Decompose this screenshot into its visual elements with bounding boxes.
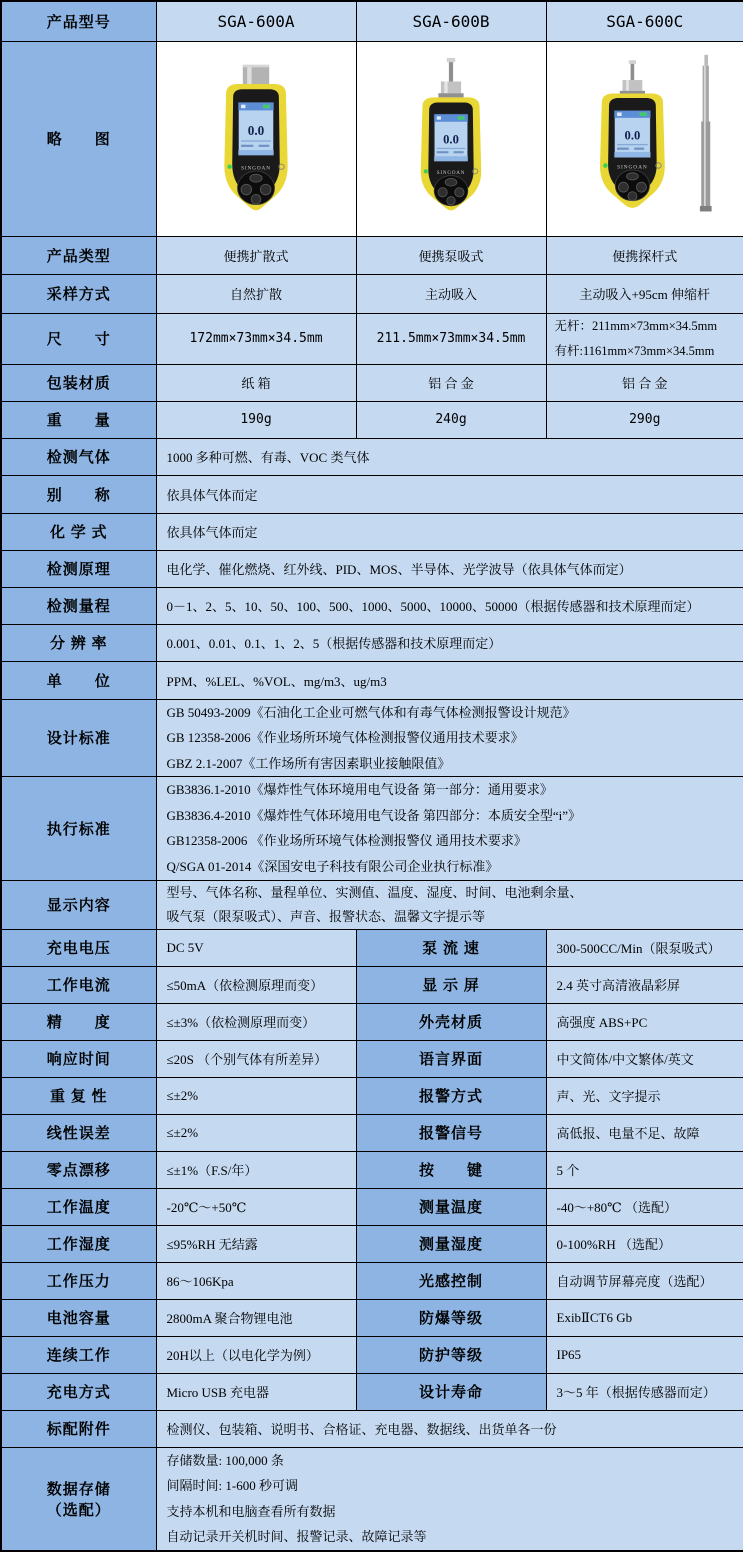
value-sampling-a: 自然扩散: [156, 274, 356, 313]
table-row: [1, 929, 743, 966]
right-button: [260, 184, 271, 195]
value-shell-material: 高强度 ABS+PC: [546, 1003, 743, 1040]
label-packaging: 包装材质: [1, 364, 156, 401]
value-linearity-error: ≤±2%: [156, 1114, 356, 1151]
table-row-header: [1, 1, 743, 41]
value-product-type-a: 便携扩散式: [156, 236, 356, 274]
label-product-model: 产品型号: [1, 1, 156, 41]
value-dimensions-c: [546, 313, 743, 364]
table-row: [1, 661, 743, 699]
value-repeatability: ≤±2%: [156, 1077, 356, 1114]
label-working-temp: 工作温度: [1, 1188, 156, 1225]
label-display-content: 显示内容: [1, 880, 156, 929]
value-charge-voltage: DC 5V: [156, 929, 356, 966]
value-detect-gas: 1000 多种可燃、有毒、VOC 类气体: [156, 438, 743, 475]
menu-button: [445, 178, 457, 186]
label-linearity-error: 线性误差: [1, 1114, 156, 1151]
left-button: [618, 182, 628, 192]
enter-button: [251, 194, 261, 204]
label-resolution: 分 辨 率: [1, 624, 156, 661]
label-design-standard: 设计标准: [1, 699, 156, 777]
label-keys: 按 键: [356, 1151, 546, 1188]
table-row: [1, 1151, 743, 1188]
label-light-control: 光感控制: [356, 1262, 546, 1299]
table-row: [1, 1410, 743, 1447]
label-continuous-work: 连续工作: [1, 1336, 156, 1373]
led-indicator: [424, 169, 428, 173]
sensor-cap: [622, 80, 642, 91]
design-standard-line: GB 12358-2006《作业场所环境气体检测报警仪通用技术要求》: [167, 725, 740, 751]
value-data-storage: [156, 1447, 743, 1551]
value-accuracy: ≤±3%（依检测原理而变）: [156, 1003, 356, 1040]
battery-icon: [639, 112, 646, 116]
table-row: [1, 1262, 743, 1299]
label-explosion-proof: 防爆等级: [356, 1299, 546, 1336]
value-packaging-c: 铝 合 金: [546, 364, 743, 401]
label-working-current: 工作电流: [1, 966, 156, 1003]
table-row: [1, 777, 743, 880]
value-weight-c: 290g: [546, 401, 743, 438]
value-exec-standard: [156, 777, 743, 880]
data-storage-line: 支持本机和电脑查看所有数据: [167, 1499, 740, 1525]
value-pump-flow: 300-500CC/Min（限泵吸式）: [546, 929, 743, 966]
value-language-ui: 中文简体/中文繁体/英文: [546, 1040, 743, 1077]
value-weight-b: 240g: [356, 401, 546, 438]
table-row: [1, 1225, 743, 1262]
product-image-cell-a: [156, 41, 356, 236]
label-product-type: 产品类型: [1, 236, 156, 274]
value-packaging-a: 纸 箱: [156, 364, 356, 401]
table-row: [1, 880, 743, 929]
table-row: [1, 1299, 743, 1336]
left-button: [438, 187, 447, 196]
value-chemical-formula: 依具体气体而定: [156, 513, 743, 550]
table-row: [1, 966, 743, 1003]
label-sketch: 略 图: [1, 41, 156, 236]
value-light-control: 自动调节屏幕亮度（选配）: [546, 1262, 743, 1299]
screen-value: 0.0: [248, 123, 265, 138]
menu-button: [626, 172, 638, 179]
value-protection-grade: IP65: [546, 1336, 743, 1373]
label-weight: 重 量: [1, 401, 156, 438]
value-battery-capacity: 2800mA 聚合物锂电池: [156, 1299, 356, 1336]
screen-status-bar: [238, 150, 273, 155]
label-alarm-mode: 报警方式: [356, 1077, 546, 1114]
table-row: [1, 364, 743, 401]
table-row: [1, 438, 743, 475]
label-measure-temp: 测量温度: [356, 1188, 546, 1225]
label-accessories: 标配附件: [1, 1410, 156, 1447]
label-alias: 别 称: [1, 475, 156, 513]
label-protection-grade: 防护等级: [356, 1336, 546, 1373]
value-charge-mode: Micro USB 充电器: [156, 1373, 356, 1410]
product-image-cell-b: [356, 41, 546, 236]
value-accessories: 检测仪、包装箱、说明书、合格证、充电器、数据线、出货单各一份: [156, 1410, 743, 1447]
label-display-screen: 显 示 屏: [356, 966, 546, 1003]
label-data-storage: [1, 1447, 156, 1551]
speaker-icon: [437, 116, 441, 119]
label-pump-flow: 泵 流 速: [356, 929, 546, 966]
table-row: [1, 624, 743, 661]
data-storage-label-line1: 数据存储: [2, 1478, 156, 1499]
label-measure-humidity: 测量湿度: [356, 1225, 546, 1262]
value-dimensions-b: 211.5mm×73mm×34.5mm: [356, 313, 546, 364]
probe-shaft: [630, 63, 634, 79]
value-alarm-signal: 高低报、电量不足、故障: [546, 1114, 743, 1151]
enter-button: [447, 196, 455, 204]
table-row: [1, 475, 743, 513]
speaker-icon: [241, 104, 245, 108]
exec-standard-line: GB3836.4-2010《爆炸性气体环境用电气设备 第四部分：本质安全型“i”》: [167, 803, 740, 829]
table-row: [1, 1077, 743, 1114]
data-storage-label-line2: （选配）: [2, 1499, 156, 1520]
table-row: [1, 236, 743, 274]
battery-icon: [458, 116, 465, 119]
value-continuous-work: 20H以上（以电化学为例）: [156, 1336, 356, 1373]
telescopic-rod-tip: [704, 54, 708, 65]
value-working-humidity: ≤95%RH 无结露: [156, 1225, 356, 1262]
right-button: [455, 187, 464, 196]
device-image-sga-600a: [168, 45, 344, 233]
model-name-b: SGA-600B: [356, 1, 546, 41]
value-alias: 依具体气体而定: [156, 475, 743, 513]
table-row: [1, 587, 743, 624]
led-indicator: [603, 163, 608, 168]
screen-value: 0.0: [443, 132, 459, 146]
sensor-cap: [441, 81, 461, 93]
table-row: [1, 274, 743, 313]
label-language-ui: 语言界面: [356, 1040, 546, 1077]
device-image-sga-600b: [367, 45, 535, 233]
table-row: [1, 1040, 743, 1077]
table-row: [1, 513, 743, 550]
label-dimensions: 尺 寸: [1, 313, 156, 364]
table-row: [1, 1188, 743, 1225]
label-response-time: 响应时间: [1, 1040, 156, 1077]
probe-tip: [447, 57, 455, 61]
led-indicator: [227, 164, 231, 168]
table-row: [1, 699, 743, 777]
value-packaging-b: 铝 合 金: [356, 364, 546, 401]
probe-shaft: [449, 62, 453, 81]
value-weight-a: 190g: [156, 401, 356, 438]
table-row: [1, 1336, 743, 1373]
screen-status-bar: [614, 152, 650, 157]
model-name-a: SGA-600A: [156, 1, 356, 41]
table-row: [1, 1447, 743, 1551]
label-design-life: 设计寿命: [356, 1373, 546, 1410]
data-storage-line: 间隔时间: 1-600 秒可调: [167, 1473, 740, 1499]
design-standard-line: GBZ 2.1-2007《工作场所有害因素职业接触限值》: [167, 751, 740, 777]
value-resolution: 0.001、0.01、0.1、1、2、5（根据传感器和技术原理而定）: [156, 624, 743, 661]
label-alarm-signal: 报警信号: [356, 1114, 546, 1151]
data-storage-line: 存储数量: 100,000 条: [167, 1448, 740, 1474]
value-design-standard: [156, 699, 743, 777]
value-detection-principle: 电化学、催化燃烧、红外线、PID、MOS、半导体、光学波导（依具体气体而定）: [156, 550, 743, 587]
left-button: [241, 184, 252, 195]
enter-button: [628, 191, 637, 200]
screen-value: 0.0: [624, 128, 640, 142]
label-battery-capacity: 电池容量: [1, 1299, 156, 1336]
value-design-life: 3～5 年（根据传感器而定）: [546, 1373, 743, 1410]
exec-standard-line: Q/SGA 01-2014《深国安电子科技有限公司企业执行标准》: [167, 854, 740, 880]
data-storage-line: 自动记录开关机时间、报警记录、故障记录等: [167, 1524, 740, 1550]
label-detection-principle: 检测原理: [1, 550, 156, 587]
value-response-time: ≤20S （个别气体有所差异）: [156, 1040, 356, 1077]
label-sampling-method: 采样方式: [1, 274, 156, 313]
value-measure-temp: -40～+80℃ （选配）: [546, 1188, 743, 1225]
table-row: [1, 313, 743, 364]
value-unit: PPM、%LEL、%VOL、mg/m3、ug/m3: [156, 661, 743, 699]
design-standard-line: GB 50493-2009《石油化工企业可燃气体和有毒气体检测报警设计规范》: [167, 700, 740, 726]
label-shell-material: 外壳材质: [356, 1003, 546, 1040]
display-content-line: 吸气泵（限泵吸式）、声音、报警状态、温馨文字提示等: [167, 905, 740, 929]
label-charge-voltage: 充电电压: [1, 929, 156, 966]
value-zero-drift: ≤±1%（F.S/年）: [156, 1151, 356, 1188]
value-dimensions-a: 172mm×73mm×34.5mm: [156, 313, 356, 364]
exec-standard-line: GB12358-2006 《作业场所环境气体检测报警仪 通用技术要求》: [167, 828, 740, 854]
right-button: [636, 182, 646, 192]
value-explosion-proof: ExibⅡCT6 Gb: [546, 1299, 743, 1336]
value-sampling-b: 主动吸入: [356, 274, 546, 313]
label-detect-gas: 检测气体: [1, 438, 156, 475]
value-display-screen: 2.4 英寸高清液晶彩屏: [546, 966, 743, 1003]
value-detection-range: 0－1、2、5、10、50、100、500、1000、5000、10000、50000（根据传感器和技术原理而定）: [156, 587, 743, 624]
label-zero-drift: 零点漂移: [1, 1151, 156, 1188]
screen-status-bar: [434, 156, 468, 161]
probe-tip: [629, 60, 636, 64]
speaker-icon: [617, 112, 622, 116]
table-row: [1, 1114, 743, 1151]
label-chemical-formula: 化 学 式: [1, 513, 156, 550]
table-row: [1, 401, 743, 438]
value-product-type-c: 便携探杆式: [546, 236, 743, 274]
label-exec-standard: 执行标准: [1, 777, 156, 880]
label-repeatability: 重 复 性: [1, 1077, 156, 1114]
value-display-content: [156, 880, 743, 929]
brand-label: SINGOAN: [437, 169, 466, 175]
value-keys: 5 个: [546, 1151, 743, 1188]
dimensions-c-line2: 有杆:1161mm×73mm×34.5mm: [547, 339, 743, 364]
exec-standard-line: GB3836.1-2010《爆炸性气体环境用电气设备 第一部分：通用要求》: [167, 777, 740, 803]
table-row: [1, 550, 743, 587]
value-sampling-c: 主动吸入+95cm 伸缩杆: [546, 274, 743, 313]
model-name-c: SGA-600C: [546, 1, 743, 41]
value-working-pressure: 86～106Kpa: [156, 1262, 356, 1299]
value-product-type-b: 便携泵吸式: [356, 236, 546, 274]
label-working-pressure: 工作压力: [1, 1262, 156, 1299]
brand-label: SINGOAN: [241, 165, 271, 171]
label-detection-range: 检测量程: [1, 587, 156, 624]
value-measure-humidity: 0-100%RH （选配）: [546, 1225, 743, 1262]
value-working-current: ≤50mA（依检测原理而变）: [156, 966, 356, 1003]
label-unit: 单 位: [1, 661, 156, 699]
table-row: [1, 1003, 743, 1040]
dimensions-c-line1: 无杆：211mm×73mm×34.5mm: [547, 314, 743, 339]
table-row: [1, 1373, 743, 1410]
label-accuracy: 精 度: [1, 1003, 156, 1040]
battery-icon: [263, 104, 270, 108]
table-row-sketch: [1, 41, 743, 236]
product-image-cell-c: [546, 41, 743, 236]
device-image-sga-600c: [555, 45, 735, 233]
value-alarm-mode: 声、光、文字提示: [546, 1077, 743, 1114]
menu-button: [250, 174, 262, 182]
label-charge-mode: 充电方式: [1, 1373, 156, 1410]
display-content-line: 型号、气体名称、量程单位、实测值、温度、湿度、时间、电池剩余量、: [167, 881, 740, 905]
value-working-temp: -20℃～+50℃: [156, 1188, 356, 1225]
brand-label: SINGOAN: [617, 164, 648, 170]
label-working-humidity: 工作湿度: [1, 1225, 156, 1262]
